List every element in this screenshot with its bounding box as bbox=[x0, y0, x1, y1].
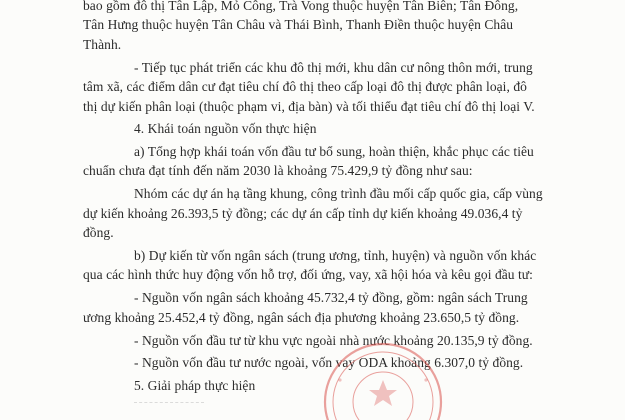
text-line-14: qua các hình thức huy động vốn hỗ trợ, đối ứng, vay, xã hội hóa và kêu gọi đầu tư: bbox=[83, 267, 533, 282]
text-line-16: ương khoảng 25.452,4 tỷ đồng, ngân sách địa phương khoảng 23.650,5 tỷ đồng. bbox=[83, 310, 520, 325]
text-line-18: - Nguồn vốn đầu tư nước ngoài, vốn vay ODA khoảng 6.307,0 tỷ đồng. bbox=[134, 355, 524, 370]
text-line-9: chuẩn chưa đạt tính đến năm 2030 là khoảng 75.429,9 tỷ đồng như sau: bbox=[83, 163, 473, 178]
text-line-5: tâm xã, các điểm dân cư đạt tiêu chí đô thị theo cấp loại đô thị được phân loại, đô bbox=[83, 79, 527, 94]
text-line-11: dự kiến khoảng 26.393,5 tỷ đồng; các dự án cấp tỉnh dự kiến khoảng 49.036,4 tỷ bbox=[83, 206, 523, 221]
text-line-6: thị dự kiến phân loại (thuộc phạm vi, địa bàn) và tối thiểu đạt tiêu chí đô thị loại V. bbox=[83, 99, 535, 114]
text-line-15: - Nguồn vốn ngân sách khoảng 45.732,4 tỷ đồng, gồm: ngân sách Trung bbox=[134, 290, 528, 305]
section-heading-5: 5. Giải pháp thực hiện bbox=[134, 378, 256, 393]
text-line-13: b) Dự kiến từ vốn ngân sách (trung ương, tỉnh, huyện) và nguồn vốn khác bbox=[134, 248, 537, 263]
text-line-2: Tân Hưng thuộc huyện Tân Châu và Thái Bình, Thanh Điền thuộc huyện Châu bbox=[83, 17, 514, 32]
text-line-17: - Nguồn vốn đầu tư từ khu vực ngoài nhà nước khoảng 20.135,9 tỷ đồng. bbox=[134, 333, 533, 348]
text-line-8: a) Tổng hợp khái toán vốn đầu tư bổ sung, hoàn thiện, khắc phục các tiêu bbox=[134, 144, 534, 159]
text-line-4: - Tiếp tục phát triển các khu đô thị mới, khu dân cư nông thôn mới, trung bbox=[134, 60, 533, 75]
text-line-3: Thành. bbox=[83, 37, 122, 52]
section-heading-4: 4. Khái toán nguồn vốn thực hiện bbox=[134, 121, 317, 136]
text-line-1: bao gồm đô thị Tân Lập, Mỏ Công, Trà Vong thuộc huyện Tân Biên; Tân Đông, bbox=[83, 0, 519, 13]
text-line-10: Nhóm các dự án hạ tầng khung, công trình đầu mối cấp quốc gia, cấp vùng bbox=[134, 186, 543, 201]
scan-artifact bbox=[134, 402, 204, 407]
text-line-12: đồng. bbox=[83, 225, 114, 240]
